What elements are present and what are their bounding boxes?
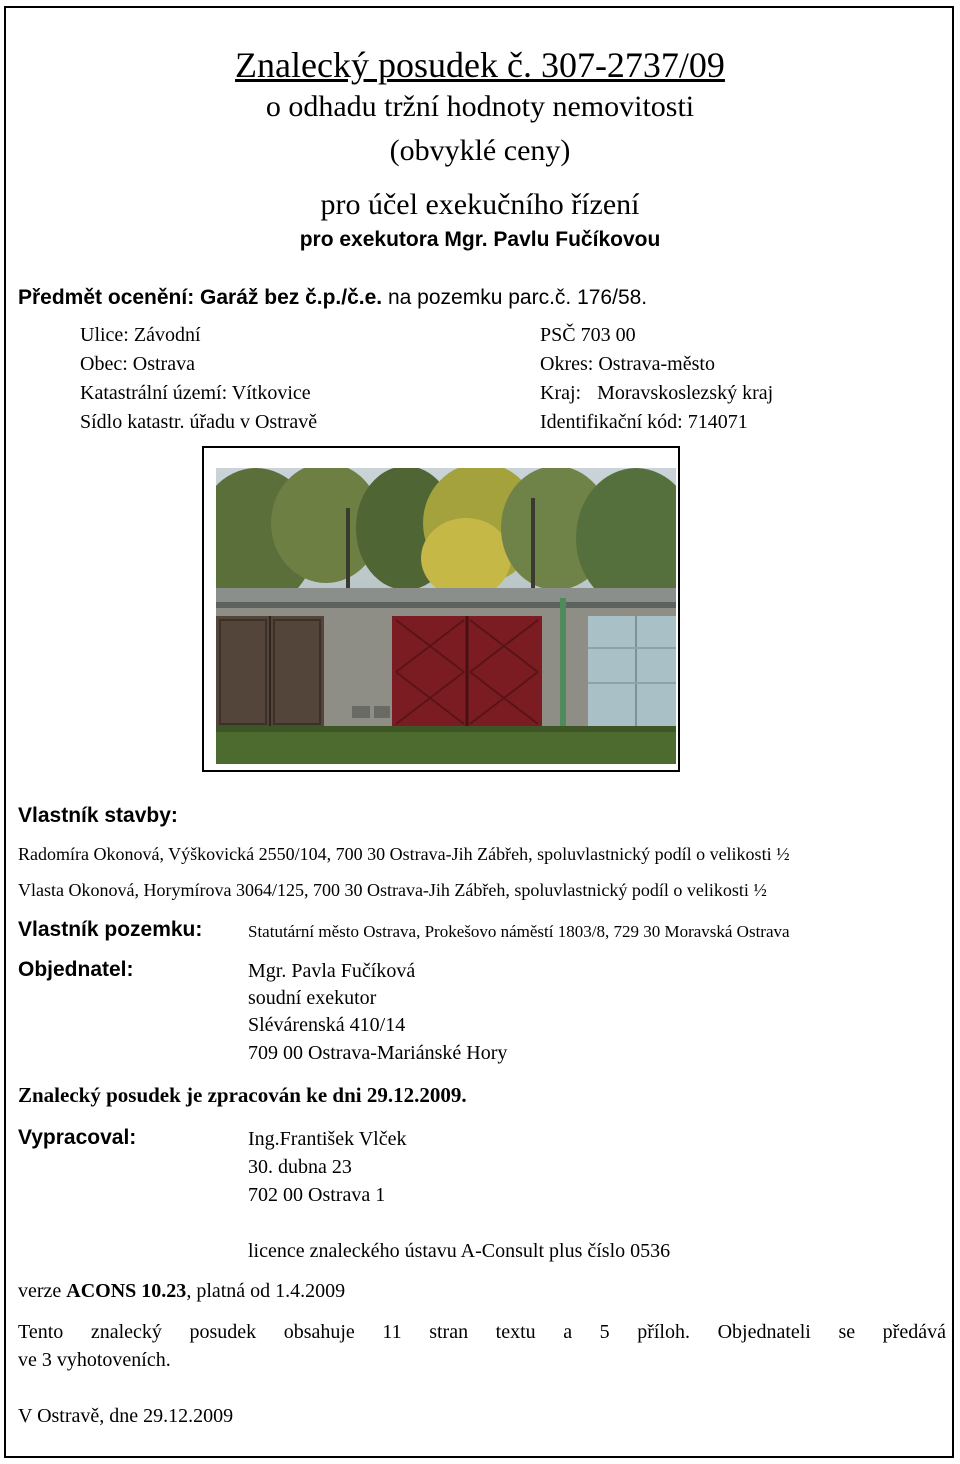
author-name: Ing.František Vlček [248, 1128, 407, 1150]
client-name: Mgr. Pavla Fučíková [248, 960, 416, 982]
subject-parcel: na pozemku parc.č. 176/58. [382, 286, 648, 309]
summary-word: se [838, 1321, 856, 1343]
summary-line-2: ve 3 vyhotoveních. [18, 1349, 171, 1371]
summary-line-1 [18, 1321, 946, 1344]
client-label: Objednatel: [18, 958, 134, 981]
building-owner-1: Radomíra Okonová, Výškovická 2550/104, 700 30 Ostrava-Jih Zábřeh, spoluvlastnický podíl o velikosti ½ [18, 844, 790, 864]
summary-word: znalecký [90, 1321, 162, 1343]
summary-word: příloh. [637, 1321, 690, 1343]
summary-word: předává [882, 1321, 946, 1343]
address-identification-code: Identifikační kód: 714071 [540, 411, 748, 433]
subject-line [18, 286, 647, 310]
land-owner-value: Statutární město Ostrava, Prokešovo náměstí 1803/8, 729 30 Moravská Ostrava [248, 922, 790, 941]
author-label: Vypracoval: [18, 1126, 137, 1149]
author-city: 702 00 Ostrava 1 [248, 1184, 386, 1206]
title-line-5: pro exekutora Mgr. Pavlu Fučíkovou [299, 228, 661, 251]
version-name: ACONS 10.23 [66, 1280, 187, 1302]
summary-word: Tento [18, 1321, 64, 1343]
summary-word: 5 [599, 1321, 610, 1343]
summary-word: textu [495, 1321, 536, 1343]
summary-word: stran [429, 1321, 469, 1343]
author-street: 30. dubna 23 [248, 1156, 352, 1178]
address-cadastral-office: Sídlo katastr. úřadu v Ostravě [80, 411, 318, 433]
subject-label: Předmět ocenění: Garáž bez č.p./č.e. [18, 286, 383, 309]
author-licence: licence znaleckého ústavu A-Consult plus číslo 0536 [248, 1240, 671, 1262]
address-postcode: PSČ 703 00 [540, 324, 636, 346]
summary-word: a [563, 1321, 573, 1343]
address-street: Ulice: Závodní [80, 324, 201, 346]
region-label: Kraj: [540, 382, 582, 404]
version-suffix: , platná od 1.4.2009 [186, 1280, 346, 1302]
software-version [18, 1280, 345, 1303]
report-date-statement: Znalecký posudek je zpracován ke dni 29.12.2009. [18, 1083, 467, 1107]
title-line-4: pro účel exekučního řízení [320, 188, 640, 221]
version-prefix: verze [18, 1280, 67, 1302]
building-owner-label: Vlastník stavby: [18, 804, 178, 827]
title-line-3: (obvyklé ceny) [389, 134, 571, 167]
address-cadastral-area: Katastrální území: Vítkovice [80, 382, 311, 404]
address-region [540, 382, 773, 405]
garage-photo [216, 468, 676, 764]
summary-word: 11 [382, 1321, 402, 1343]
place-and-date: V Ostravě, dne 29.12.2009 [18, 1405, 234, 1427]
building-owner-2: Vlasta Okonová, Horymírova 3064/125, 700 30 Ostrava-Jih Zábřeh, spoluvlastnický podíl o velikosti ½ [18, 880, 767, 900]
client-city: 709 00 Ostrava-Mariánské Hory [248, 1042, 508, 1064]
client-street: Slévárenská 410/14 [248, 1014, 406, 1036]
address-municipality: Obec: Ostrava [80, 353, 195, 375]
region-value: Moravskoslezský kraj [597, 382, 774, 404]
land-owner-label: Vlastník pozemku: [18, 918, 203, 941]
document-title: Znalecký posudek č. 307-2737/09 [235, 45, 725, 85]
title-line-2: o odhadu tržní hodnoty nemovitosti [265, 90, 695, 123]
summary-word: obsahuje [283, 1321, 355, 1343]
summary-word: Objednateli [717, 1321, 811, 1343]
summary-word: posudek [189, 1321, 257, 1343]
address-district: Okres: Ostrava-město [540, 353, 715, 375]
client-role: soudní exekutor [248, 987, 377, 1009]
